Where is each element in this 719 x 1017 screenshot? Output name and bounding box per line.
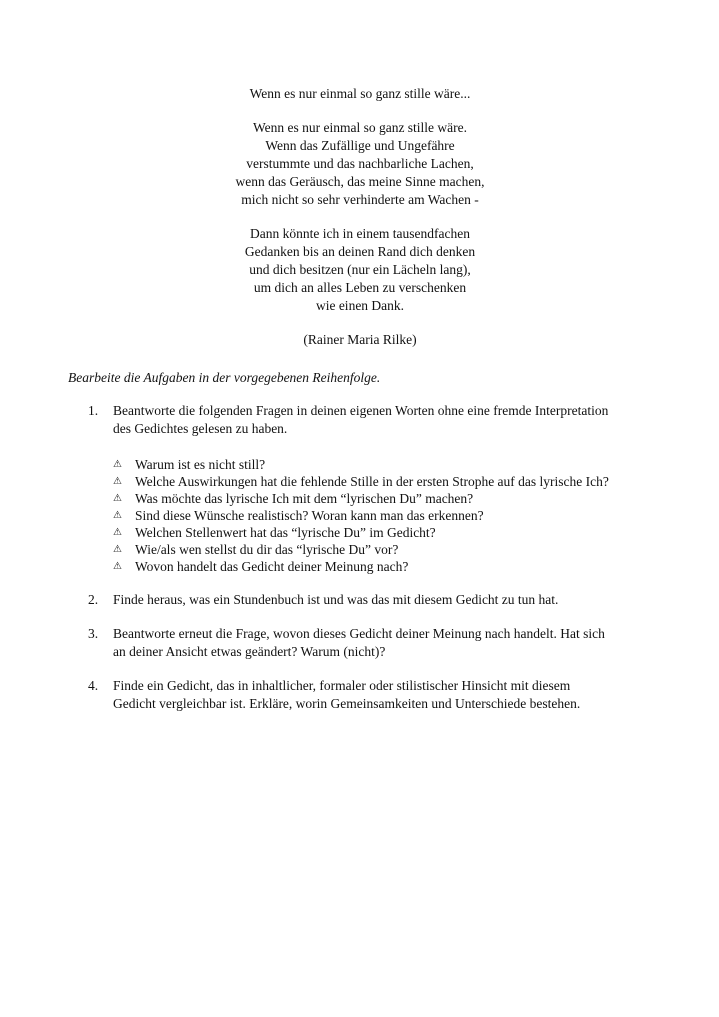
question-list xyxy=(113,456,668,575)
triangle-arrow-icon: ⚠ xyxy=(113,493,122,504)
task-list xyxy=(88,402,668,729)
poem-stanza-2 xyxy=(180,225,540,315)
question-item xyxy=(113,558,668,575)
poem-line: Wenn es nur einmal so ganz stille wäre. xyxy=(252,120,468,135)
poem-line: Gedanken bis an deinen Rand dich denken xyxy=(244,244,476,259)
poem-line: Dann könnte ich in einem tausendfachen xyxy=(249,226,471,241)
question-text: Wie/als wen stellst du dir das “lyrische Du” vor? xyxy=(135,542,399,557)
instruction-text: Bearbeite die Aufgaben in der vorgegebenen Reihenfolge. xyxy=(68,370,381,385)
poem-stanza-1 xyxy=(180,119,540,209)
question-text: Wovon handelt das Gedicht deiner Meinung nach? xyxy=(135,559,409,574)
task-line: Finde heraus, was ein Stundenbuch ist und was das mit diesem Gedicht zu tun hat. xyxy=(113,592,559,607)
triangle-arrow-icon: ⚠ xyxy=(113,476,122,487)
poem-line: wenn das Geräusch, das meine Sinne machen, xyxy=(235,174,485,189)
question-item xyxy=(113,490,668,507)
task-line: Beantworte erneut die Frage, wovon dieses Gedicht deiner Meinung nach handelt. Hat sich xyxy=(113,626,605,641)
question-item xyxy=(113,524,668,541)
question-text: Sind diese Wünsche realistisch? Woran kann man das erkennen? xyxy=(135,508,484,523)
question-text: Warum ist es nicht still? xyxy=(135,457,266,472)
task-number: 3. xyxy=(88,626,99,641)
poem-line: um dich an alles Leben zu verschenken xyxy=(253,280,467,295)
task-text xyxy=(113,591,668,609)
poem-line: wie einen Dank. xyxy=(315,298,405,313)
task-item-2 xyxy=(88,591,668,609)
question-text: Was möchte das lyrische Ich mit dem “lyrischen Du” machen? xyxy=(135,491,474,506)
task-number: 1. xyxy=(88,403,99,418)
poem-title: Wenn es nur einmal so ganz stille wäre... xyxy=(249,86,471,101)
question-item xyxy=(113,507,668,524)
triangle-arrow-icon: ⚠ xyxy=(113,459,122,470)
task-number: 2. xyxy=(88,592,99,607)
poem xyxy=(180,85,540,349)
task-line: Gedicht vergleichbar ist. Erkläre, worin Gemeinsamkeiten und Unterschiede bestehen. xyxy=(113,696,581,711)
poem-line: Wenn das Zufällige und Ungefähre xyxy=(265,138,455,153)
poem-author: (Rainer Maria Rilke) xyxy=(303,332,417,347)
poem-line: mich nicht so sehr verhinderte am Wachen - xyxy=(241,192,479,207)
triangle-arrow-icon: ⚠ xyxy=(113,527,122,538)
task-item-4 xyxy=(88,677,668,713)
question-item xyxy=(113,541,668,558)
question-text: Welche Auswirkungen hat die fehlende Stille in der ersten Strophe auf das lyrische Ich? xyxy=(135,474,609,489)
question-item xyxy=(113,473,668,490)
task-line: Finde ein Gedicht, das in inhaltlicher, formaler oder stilistischer Hinsicht mit diesem xyxy=(113,678,571,693)
task-text xyxy=(113,677,668,713)
poem-line: verstummte und das nachbarliche Lachen, xyxy=(246,156,474,171)
task-line: an deiner Ansicht etwas geändert? Warum (nicht)? xyxy=(113,644,386,659)
poem-line: und dich besitzen (nur ein Lächeln lang), xyxy=(249,262,471,277)
task-line: Beantworte die folgenden Fragen in deinen eigenen Worten ohne eine fremde Interpretation xyxy=(113,403,609,418)
task-item-1 xyxy=(88,402,668,575)
question-text: Welchen Stellenwert hat das “lyrische Du” im Gedicht? xyxy=(135,525,436,540)
task-text xyxy=(113,402,668,438)
triangle-arrow-icon: ⚠ xyxy=(113,561,122,572)
question-item xyxy=(113,456,668,473)
triangle-arrow-icon: ⚠ xyxy=(113,544,122,555)
triangle-arrow-icon: ⚠ xyxy=(113,510,122,521)
task-item-3 xyxy=(88,625,668,661)
task-number: 4. xyxy=(88,678,99,693)
task-text xyxy=(113,625,668,661)
task-line: des Gedichtes gelesen zu haben. xyxy=(113,421,288,436)
